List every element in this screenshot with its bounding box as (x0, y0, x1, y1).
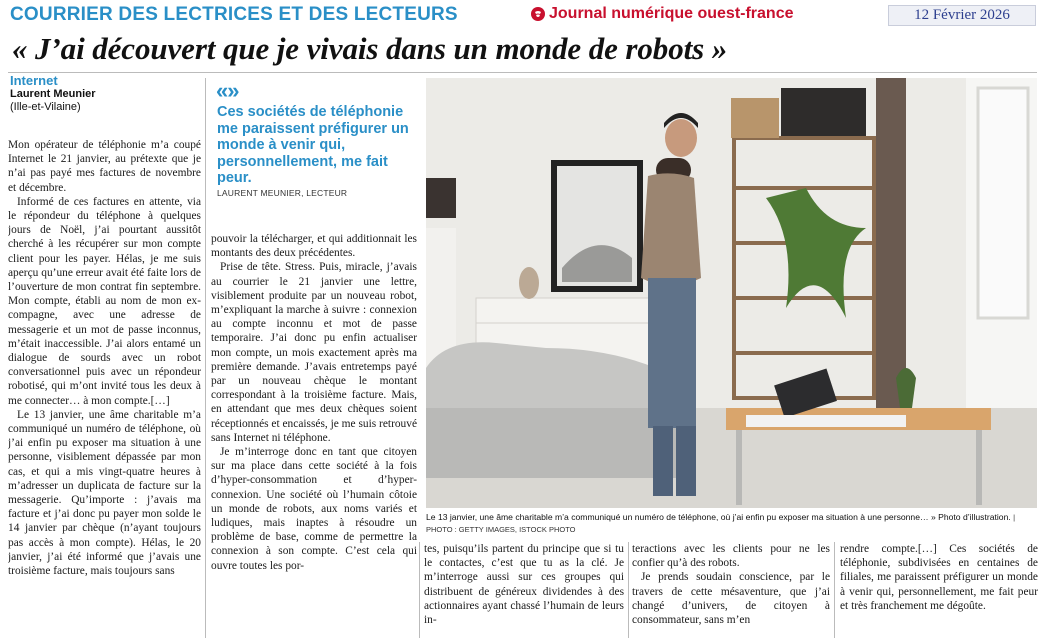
brand[interactable] (531, 5, 794, 23)
article-column-1 (8, 138, 201, 638)
paragraph: rendre compte.[…] Ces sociétés de téléphonie, subdivisées en centaines de filiales, me paraissent préfigurer un monde à venir qui, personnellement, me fait peur et très franchement me dégoûte. (840, 543, 1038, 612)
paragraph: pouvoir la télécharger, et qui additionnait les montants des deux précédentes. (211, 233, 417, 260)
paragraph: teractions avec les clients pour ne les confier qu’à des robots. (632, 543, 830, 570)
headline-divider (8, 72, 1037, 73)
article-column-3 (424, 542, 624, 638)
article-column-4 (632, 542, 830, 638)
headline: « J’ai découvert que je vivais dans un monde de robots » (12, 31, 728, 66)
brand-name: Journal numérique ouest-france (549, 5, 794, 22)
living-room-illustration (426, 78, 1037, 508)
caption-text: Le 13 janvier, une âme charitable m’a communiqué un numéro de téléphone, où j’ai enfin pu exposer ma situation à une personne… » Photo d’illustration. (426, 512, 1011, 522)
article-photo[interactable] (426, 78, 1037, 508)
photo-credit: | PHOTO : GETTY IMAGES, ISTOCK PHOTO (426, 513, 1016, 534)
paragraph: Prise de tête. Stress. Puis, miracle, j’avais au courrier le 21 janvier une lettre, visiblement produite par un nouveau robot, m’expliquant la marche à suivre : connexion au compte inconnu et mot de passe temporaire. J’ai donc pu enfin actualiser mon compte, un mois exactement après ma première demande. J’avais entretemps payé par un nouveau chèque le montant correspondant à la troisième facture. Mais, en attendant que mes deux chèques soient réceptionnés et encaissés, je me suis retrouvé sans Internet ni téléphone. (211, 261, 417, 444)
ouest-france-logo-icon (531, 7, 545, 21)
column-divider (205, 78, 206, 638)
photo-caption (426, 512, 1037, 535)
publication-date: 12 Février 2026 (888, 5, 1036, 26)
paragraph: Je m’interroge donc en tant que citoyen sur ma place dans cette société à la fois d’hyper-consommation et d’hyper-connexion. Une société où l’humain côtoie un monde de robots, aux noms variés et ludiques, mais inaptes à résoudre un problème de base, comme de permettre la connexion à son compte. C’est cela qui ouvre toutes les por- (211, 446, 417, 572)
article-column-2 (211, 232, 417, 638)
rubric-title: COURRIER DES LECTRICES ET DES LECTEURS (10, 4, 458, 25)
paragraph: Mon opérateur de téléphonie m’a coupé Internet le 21 janvier, au prétexte que je n’ai pas payé mes factures de novembre et décembre. (8, 139, 201, 194)
column-divider (419, 542, 420, 638)
paragraph: Informé de ces factures en attente, via le répondeur du téléphone à quelques jours de Noël, j’ai pourtant aussitôt cherché à les récupérer sur mon compte client pour les payer. Hélas, je me suis aperçu qu’une erreur avait été faite lors de l’ouverture de mon contrat fin septembre. Mon compte, établi au nom de mon ex-compagne, avec une adresse de messagerie et un mot de passe inconnus, m’était inaccessible. J’ai alors entamé un dialogue de sourds avec un robot conversationnel puis avec un répondeur robotisé, qui m’ont invité tous les deux à me connecter… à mon compte.[…] (8, 195, 201, 407)
column-divider (834, 542, 835, 638)
quote-mark-icon: «» (216, 78, 239, 103)
section-label: Internet (10, 73, 58, 88)
paragraph: tes, puisqu’ils partent du principe que si tu le contactes, c’est que tu as la clé. Je m’interroge aussi sur ces groupes qui distribuent de généreux dividendes à des actionnaires ayant chassé l’humain de leurs in- (424, 543, 624, 627)
article-column-5 (840, 542, 1038, 638)
column-divider (628, 542, 629, 638)
paragraph: Le 13 janvier, une âme charitable m’a communiqué un numéro de téléphone, où j’ai enfin pu exposer ma situation à une personne, visiblement dépassée par mon cas, et qui a mis vingt-quatre heures à m’adresser un duplicata de facture sur la messagerie. Qu’importe : j’avais ma facture et j’ai donc pu payer mon solde le 14 janvier par chèque (n’ayant toujours pas accès à mon compte). Hélas, le 20 janvier, j’ai été informé que j’avais une troisième facture, mais toujours sans (8, 408, 201, 578)
pull-quote: Ces sociétés de téléphonie me paraissent préfigurer un monde à venir qui, personnellement, me fait peur. (217, 104, 409, 186)
author-location: (Ille-et-Vilaine) (10, 101, 81, 113)
pull-quote-credit: LAURENT MEUNIER, LECTEUR (217, 188, 348, 198)
author-name: Laurent Meunier (10, 88, 96, 100)
paragraph: Je prends soudain conscience, par le travers de cette mésaventure, que j’ai changé d’univers, de citoyen à consommateur, sans m’en (632, 571, 830, 627)
